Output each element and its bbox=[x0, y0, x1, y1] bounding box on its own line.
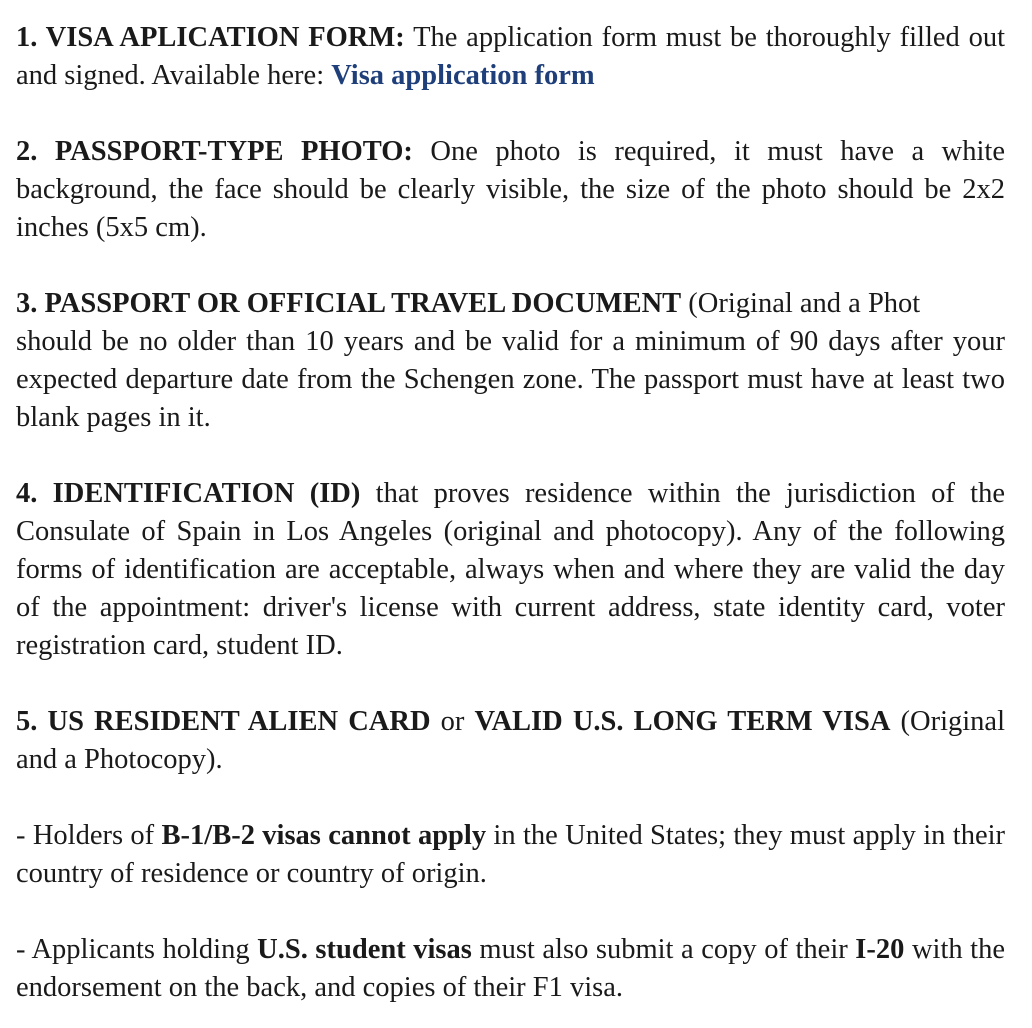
note-student-bold: U.S. student visas bbox=[257, 934, 472, 965]
item-resident-card-heading: 5. US RESIDENT ALIEN CARD bbox=[16, 706, 431, 737]
note-student-prefix: - Applicants holding bbox=[16, 934, 258, 965]
note-student bbox=[16, 931, 1005, 1007]
note-b1b2-bold: B-1/B-2 visas cannot apply bbox=[161, 820, 487, 851]
item-resident-card-text: (Original and a Photocopy). bbox=[16, 706, 1005, 775]
item-visa-form-text: The application form must be thoroughly filled out and signed. Available here: bbox=[16, 22, 1005, 91]
requirements-document bbox=[16, 19, 1005, 1007]
item-identification bbox=[16, 475, 1005, 665]
item-visa-form-heading: 1. VISA APLICATION FORM: bbox=[16, 22, 405, 53]
item-identification-heading: 4. IDENTIFICATION (ID) bbox=[16, 478, 361, 509]
item-photo-heading: 2. PASSPORT-TYPE PHOTO: bbox=[16, 136, 413, 167]
item-photo bbox=[16, 133, 1005, 247]
item-long-term-visa-heading: VALID U.S. LONG TERM VISA bbox=[474, 706, 891, 737]
note-b1b2-prefix: - Holders of bbox=[16, 820, 162, 851]
item-passport-heading: 3. PASSPORT OR OFFICIAL TRAVEL DOCUMENT bbox=[16, 288, 682, 319]
note-b1b2-text: in the United States; they must apply in their country of residence or country of origin. bbox=[16, 820, 1006, 889]
note-student-text2: with the endorsement on the back, and copies of their F1 visa. bbox=[16, 934, 1005, 1003]
item-resident-card-or: or bbox=[430, 706, 475, 737]
note-student-text: must also submit a copy of their bbox=[471, 934, 856, 965]
visa-application-form-link[interactable]: Visa application form bbox=[331, 60, 595, 91]
item-passport bbox=[16, 285, 1032, 437]
item-passport-text-first: (Original and a Phot bbox=[681, 288, 921, 319]
item-photo-text: One photo is required, it must have a white background, the face should be clearly visible, the size of the photo should be 2x2 inches (5x5 cm). bbox=[16, 136, 1005, 243]
item-identification-text: that proves residence within the jurisdiction of the Consulate of Spain in Los Angeles (original and photocopy). Any of the following forms of identification are acceptable, always when and where they are valid the day of the appointment: driver's license with current address, state identity card, voter registration card, student ID. bbox=[16, 478, 1006, 661]
note-student-i20: I-20 bbox=[855, 934, 905, 965]
item-resident-card bbox=[16, 703, 1005, 779]
note-b1b2 bbox=[16, 817, 1005, 893]
item-passport-text-rest: should be no older than 10 years and be valid for a minimum of 90 days after your expected departure date from the Schengen zone. The passport must have at least two blank pages in it. bbox=[16, 326, 1005, 433]
item-visa-form bbox=[16, 19, 1005, 95]
